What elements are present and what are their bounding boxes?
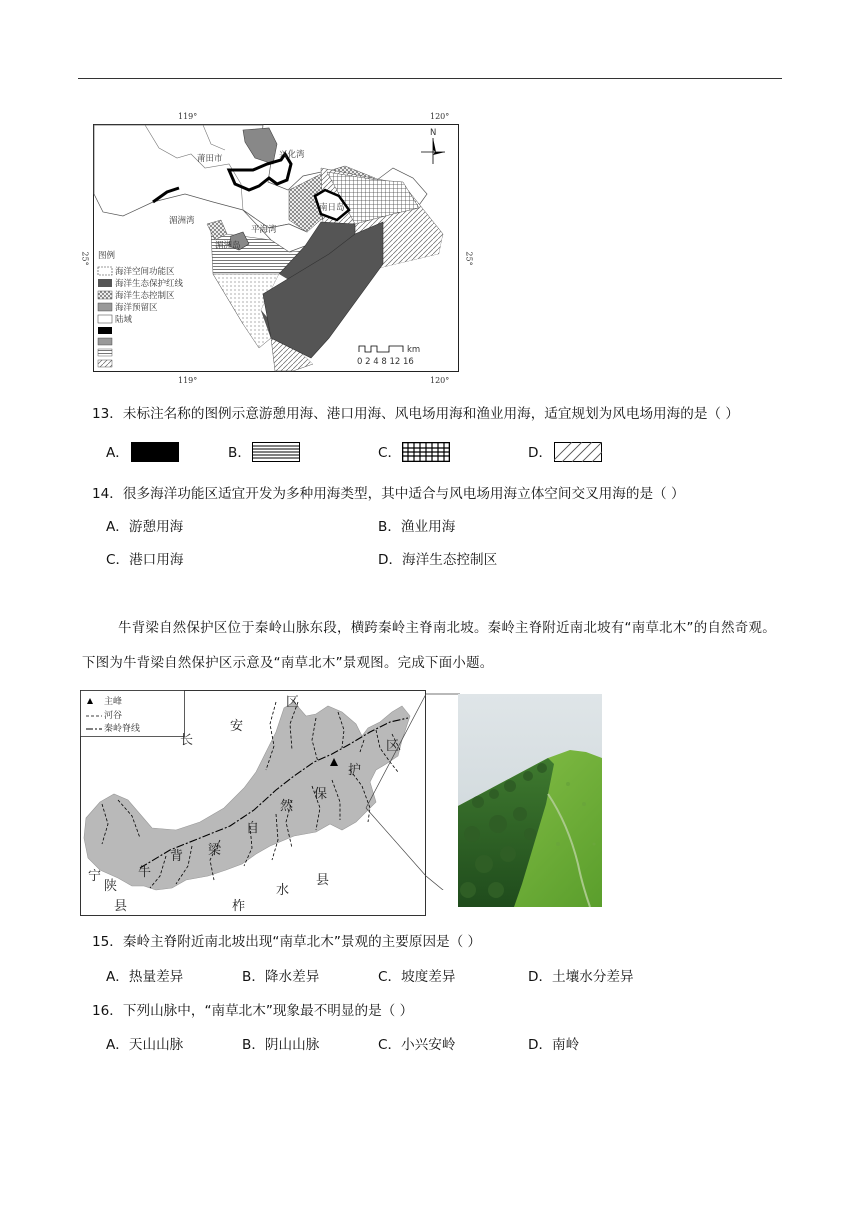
map1-legend-item-1: 海洋生态保护红线 <box>115 279 184 289</box>
q16-stem: 16．下列山脉中，“南草北木”现象最不明显的是（ ） <box>92 1003 414 1019</box>
map2-char-7: 自 <box>246 821 260 836</box>
map2-char-13: 县 <box>114 899 128 914</box>
map1-label-putian: 莆田市 <box>197 154 223 164</box>
q14-option-d[interactable]: D．海洋生态控制区 <box>378 552 498 568</box>
map1-lon-bottom-right: 120° <box>430 376 450 385</box>
map2-char-1: 安 <box>230 719 244 734</box>
map2-char-5: 保 <box>314 787 328 802</box>
map1-lon-top-right: 120° <box>430 112 450 121</box>
passage-text: 牛背梁自然保护区位于秦岭山脉东段，横跨秦岭主脊南北坡。秦岭主脊附近南北坡有“南草北木”的自然奇观。下图为牛背梁自然保护区示意及“南草北木”景观图。完成下面小题。 <box>82 621 776 671</box>
map1-label-meizhoudao: 湄洲岛 <box>215 241 241 251</box>
map1-legend-item-2: 海洋生态控制区 <box>115 291 175 301</box>
map2-char-14: 柞 <box>232 899 246 914</box>
q16-option-d[interactable]: D．南岭 <box>528 1037 580 1053</box>
map1-legend-item-3: 海洋预留区 <box>115 303 158 313</box>
map2-char-8: 梁 <box>208 843 222 858</box>
map1-legend-item-4: 陆域 <box>115 315 133 325</box>
map2-char-11: 宁 <box>88 869 102 884</box>
q15-option-a[interactable]: A．热量差异 <box>106 969 184 985</box>
marine-zoning-map <box>93 124 459 372</box>
q13-option-d[interactable]: D． <box>528 445 553 461</box>
map2-char-2: 长 <box>180 733 194 748</box>
q14-option-c[interactable]: C．港口用海 <box>106 552 184 568</box>
q15-option-c[interactable]: C．坡度差异 <box>378 969 456 985</box>
q16-option-c[interactable]: C．小兴安岭 <box>378 1037 456 1053</box>
map1-lat-left: 25° <box>80 251 90 266</box>
map1-lon-top-left: 119° <box>178 112 198 121</box>
q13-stem: 13．未标注名称的图例示意游憩用海、港口用海、风电场用海和渔业用海，适宜规划为风电场用海的是（ ） <box>92 406 739 422</box>
q13-swatch-grid <box>402 442 450 462</box>
map2-legend-ridge: 秦岭脊线 <box>104 724 141 734</box>
map1-label-xinghuawan: 兴化湾 <box>279 150 305 160</box>
map1-scale-unit: km <box>407 345 421 355</box>
map2-char-4: 护 <box>348 763 362 778</box>
map1-lon-bottom-left: 119° <box>178 376 198 385</box>
q16-option-b[interactable]: B．阴山山脉 <box>242 1037 320 1053</box>
map1-legend-title: 图例 <box>98 251 116 261</box>
q15-option-d[interactable]: D．土壤水分差异 <box>528 969 634 985</box>
header-rule <box>78 78 782 79</box>
map2-char-10: 牛 <box>138 865 152 880</box>
q15-option-b[interactable]: B．降水差异 <box>242 969 320 985</box>
q15-stem: 15．秦岭主脊附近南北坡出现“南草北木”景观的主要原因是（ ） <box>92 934 482 950</box>
q14-option-a[interactable]: A．游憩用海 <box>106 519 184 535</box>
map2-legend-valley: 河谷 <box>104 711 123 721</box>
map2-char-16: 县 <box>316 873 330 888</box>
photo-connector-lines <box>426 690 460 890</box>
q13-option-c[interactable]: C． <box>378 445 402 461</box>
map2-legend-peak: 主峰 <box>104 697 123 707</box>
q13-option-b[interactable]: B． <box>228 445 251 461</box>
map1-label-meizhouwan: 湄洲湾 <box>169 216 195 226</box>
map2-char-15: 水 <box>276 883 290 898</box>
q14-option-b[interactable]: B．渔业用海 <box>378 519 456 535</box>
map1-label-pinghaiwan: 平海湾 <box>251 225 277 235</box>
south-grass-north-forest-photo <box>458 694 602 907</box>
map2-char-12: 陕 <box>104 879 118 894</box>
map1-label-nanridao: 南日岛 <box>319 203 345 213</box>
q13-swatch-hlines <box>252 442 300 462</box>
q14-stem: 14．很多海洋功能区适宜开发为多种用海类型，其中适合与风电场用海立体空间交叉用海的是（ ） <box>92 486 685 502</box>
q13-swatch-diagonal <box>554 442 602 462</box>
q16-option-a[interactable]: A．天山山脉 <box>106 1037 184 1053</box>
map2-char-0: 区 <box>286 695 300 710</box>
map1-scale-text: 0 2 4 8 12 16 <box>357 357 414 367</box>
map1-lat-right: 25° <box>464 251 474 266</box>
q13-swatch-black <box>131 442 179 462</box>
map1-legend-item-0: 海洋空间功能区 <box>115 267 175 277</box>
niubeiliang-reserve-map <box>80 690 426 916</box>
map2-char-6: 然 <box>280 799 294 814</box>
map2-char-3: 区 <box>386 739 400 754</box>
q13-option-a[interactable]: A． <box>106 445 129 461</box>
north-label: N <box>430 128 437 138</box>
map2-char-9: 背 <box>170 849 184 864</box>
